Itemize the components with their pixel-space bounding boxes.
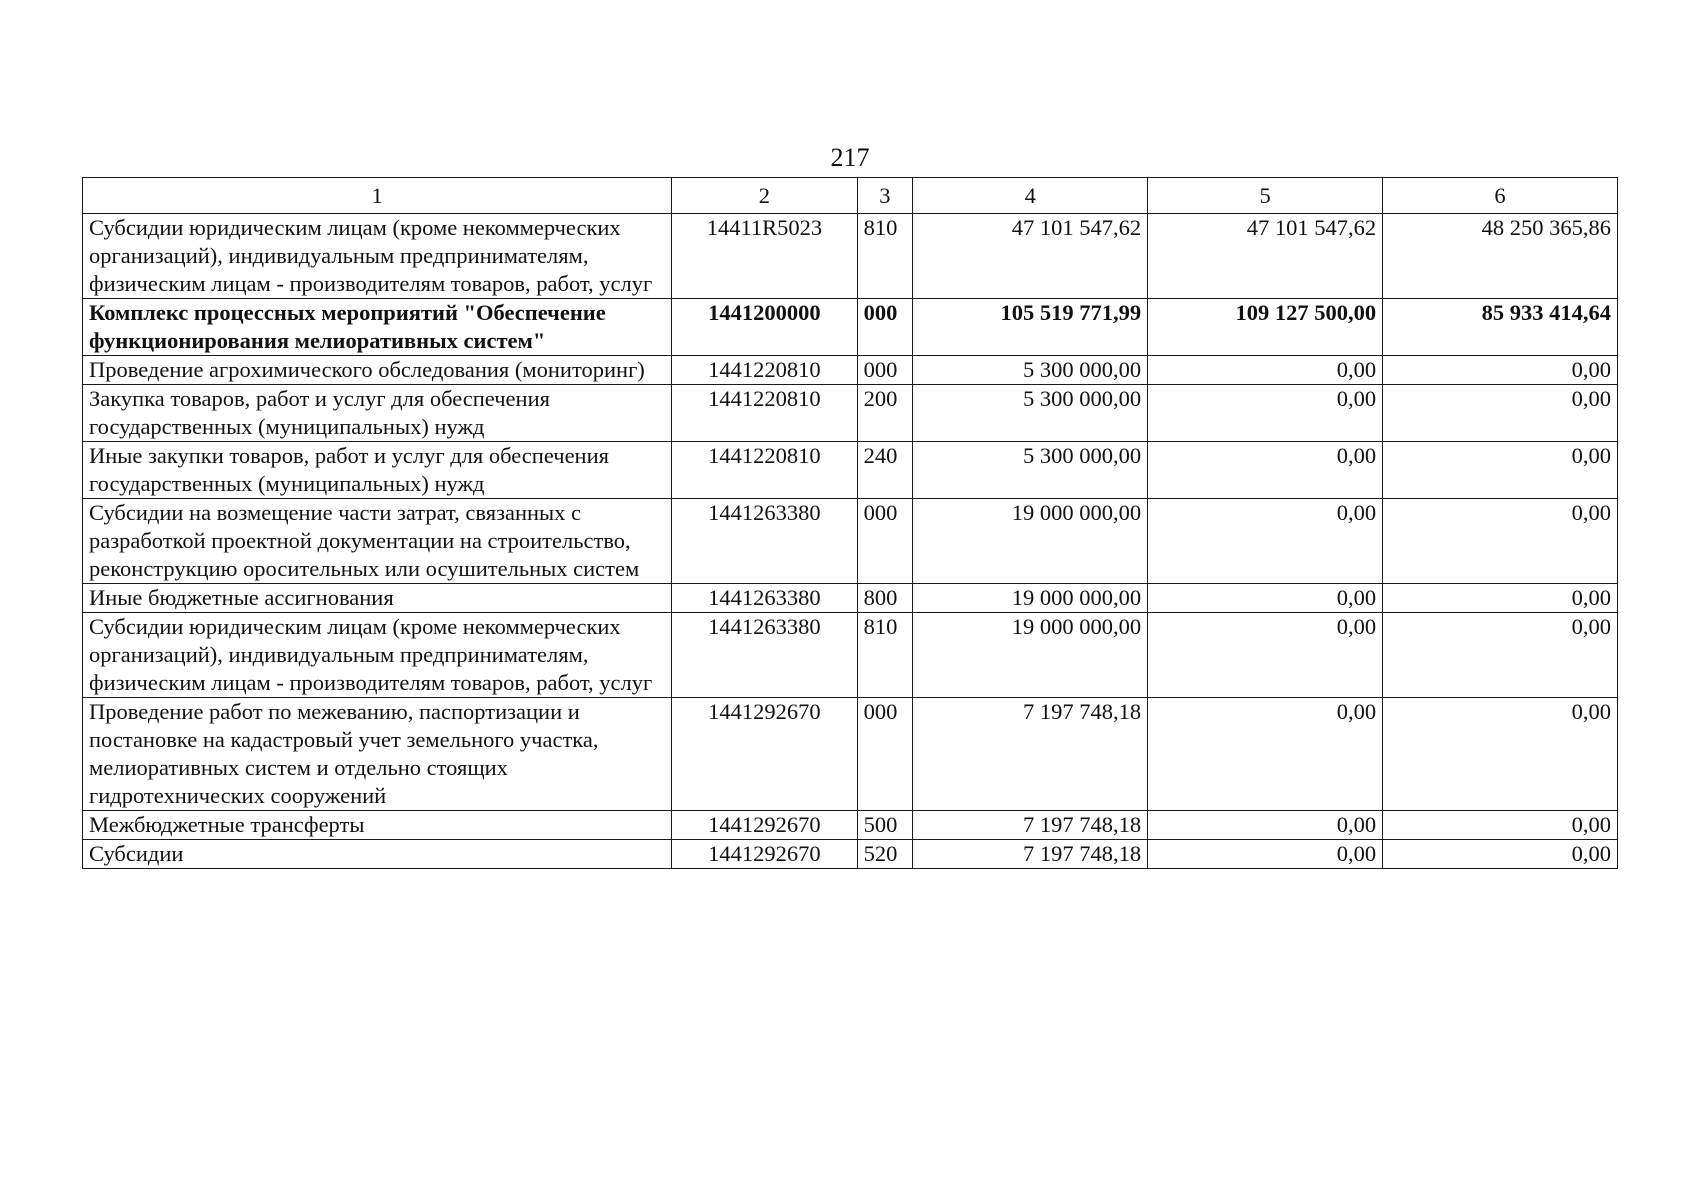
column-header-3: 3	[857, 178, 913, 214]
table-row	[83, 840, 1618, 869]
row-type-cell: 000	[857, 356, 913, 385]
row-sum-3-cell: 0,00	[1383, 499, 1618, 584]
row-code-cell: 1441263380	[672, 584, 857, 613]
row-sum-1-cell: 5 300 000,00	[913, 442, 1148, 499]
row-type-cell: 810	[857, 214, 913, 299]
row-sum-2-cell: 0,00	[1148, 811, 1383, 840]
row-sum-3-cell: 0,00	[1383, 811, 1618, 840]
table-row	[83, 499, 1618, 584]
row-name-cell: Субсидии юридическим лицам (кроме некоммерческих организаций), индивидуальным предпринимателям, физическим лицам - производителям товаров, работ, услуг	[83, 214, 672, 299]
row-sum-3-cell: 0,00	[1383, 442, 1618, 499]
row-sum-1-cell: 7 197 748,18	[913, 811, 1148, 840]
row-sum-2-cell: 0,00	[1148, 499, 1383, 584]
row-code-cell: 1441292670	[672, 840, 857, 869]
row-sum-3-cell: 48 250 365,86	[1383, 214, 1618, 299]
row-name-cell: Иные бюджетные ассигнования	[83, 584, 672, 613]
row-type-cell: 500	[857, 811, 913, 840]
row-sum-2-cell: 0,00	[1148, 840, 1383, 869]
row-code-cell: 1441200000	[672, 299, 857, 356]
row-sum-2-cell: 0,00	[1148, 698, 1383, 811]
row-type-cell: 240	[857, 442, 913, 499]
row-type-cell: 000	[857, 698, 913, 811]
row-type-cell: 000	[857, 299, 913, 356]
row-sum-2-cell: 0,00	[1148, 385, 1383, 442]
row-sum-1-cell: 47 101 547,62	[913, 214, 1148, 299]
row-name-cell: Субсидии на возмещение части затрат, связанных с разработкой проектной документации на строительство, реконструкцию оросительных или осушительных систем	[83, 499, 672, 584]
row-sum-2-cell: 47 101 547,62	[1148, 214, 1383, 299]
row-type-cell: 800	[857, 584, 913, 613]
row-sum-3-cell: 0,00	[1383, 356, 1618, 385]
row-code-cell: 1441263380	[672, 613, 857, 698]
row-name-cell: Закупка товаров, работ и услуг для обеспечения государственных (муниципальных) нужд	[83, 385, 672, 442]
table-row	[83, 299, 1618, 356]
table-row	[83, 442, 1618, 499]
row-sum-2-cell: 0,00	[1148, 613, 1383, 698]
column-header-1: 1	[83, 178, 672, 214]
row-code-cell: 1441263380	[672, 499, 857, 584]
row-sum-1-cell: 7 197 748,18	[913, 698, 1148, 811]
column-header-6: 6	[1383, 178, 1618, 214]
row-type-cell: 000	[857, 499, 913, 584]
row-code-cell: 1441292670	[672, 811, 857, 840]
row-name-cell: Комплекс процессных мероприятий "Обеспечение функционирования мелиоративных систем"	[83, 299, 672, 356]
row-code-cell: 1441292670	[672, 698, 857, 811]
row-code-cell: 1441220810	[672, 356, 857, 385]
row-sum-1-cell: 5 300 000,00	[913, 385, 1148, 442]
row-name-cell: Субсидии юридическим лицам (кроме некоммерческих организаций), индивидуальным предпринимателям, физическим лицам - производителям товаров, работ, услуг	[83, 613, 672, 698]
row-sum-2-cell: 0,00	[1148, 442, 1383, 499]
column-header-5: 5	[1148, 178, 1383, 214]
row-sum-1-cell: 7 197 748,18	[913, 840, 1148, 869]
table-row	[83, 584, 1618, 613]
row-code-cell: 1441220810	[672, 385, 857, 442]
row-name-cell: Межбюджетные трансферты	[83, 811, 672, 840]
row-sum-2-cell: 109 127 500,00	[1148, 299, 1383, 356]
table-row	[83, 811, 1618, 840]
row-sum-3-cell: 0,00	[1383, 698, 1618, 811]
table-body	[83, 214, 1618, 869]
row-code-cell: 1441220810	[672, 442, 857, 499]
table-row	[83, 613, 1618, 698]
row-sum-3-cell: 0,00	[1383, 584, 1618, 613]
row-sum-3-cell: 0,00	[1383, 613, 1618, 698]
table-row	[83, 214, 1618, 299]
row-name-cell: Проведение работ по межеванию, паспортизации и постановке на кадастровый учет земельного участка, мелиоративных систем и отдельно стоящих гидротехнических сооружений	[83, 698, 672, 811]
row-name-cell: Иные закупки товаров, работ и услуг для обеспечения государственных (муниципальных) нужд	[83, 442, 672, 499]
table-header	[83, 178, 1618, 214]
row-code-cell: 14411R5023	[672, 214, 857, 299]
row-sum-3-cell: 85 933 414,64	[1383, 299, 1618, 356]
row-sum-1-cell: 5 300 000,00	[913, 356, 1148, 385]
row-sum-3-cell: 0,00	[1383, 840, 1618, 869]
row-name-cell: Субсидии	[83, 840, 672, 869]
row-sum-1-cell: 19 000 000,00	[913, 613, 1148, 698]
page-number: 217	[830, 143, 870, 172]
table-row	[83, 698, 1618, 811]
table-row	[83, 356, 1618, 385]
column-number-row	[83, 178, 1618, 214]
row-sum-1-cell: 19 000 000,00	[913, 584, 1148, 613]
row-sum-2-cell: 0,00	[1148, 356, 1383, 385]
row-name-cell: Проведение агрохимического обследования (мониторинг)	[83, 356, 672, 385]
row-sum-1-cell: 105 519 771,99	[913, 299, 1148, 356]
row-sum-3-cell: 0,00	[1383, 385, 1618, 442]
column-header-2: 2	[672, 178, 857, 214]
table-row	[83, 385, 1618, 442]
row-type-cell: 520	[857, 840, 913, 869]
row-type-cell: 810	[857, 613, 913, 698]
budget-table	[82, 177, 1618, 869]
column-header-4: 4	[913, 178, 1148, 214]
row-sum-1-cell: 19 000 000,00	[913, 499, 1148, 584]
row-sum-2-cell: 0,00	[1148, 584, 1383, 613]
row-type-cell: 200	[857, 385, 913, 442]
